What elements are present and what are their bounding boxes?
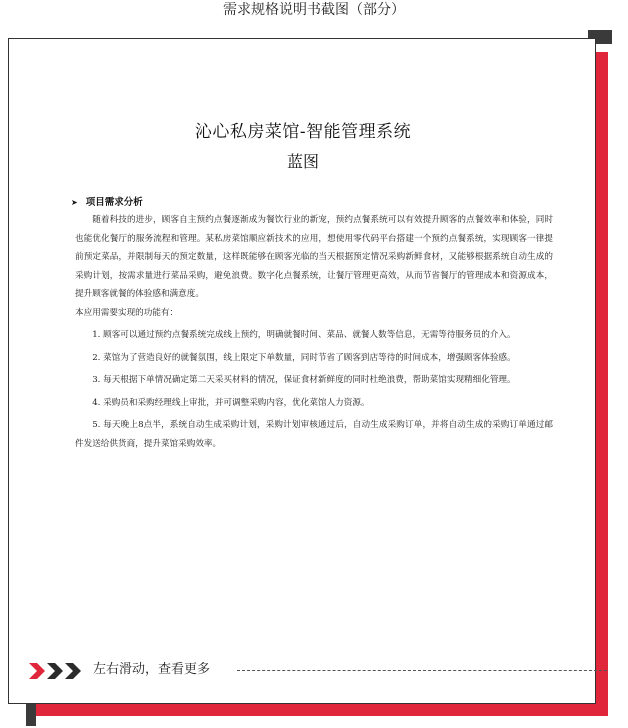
document-title: 沁心私房菜馆-智能管理系统 <box>194 122 412 142</box>
chevrons-right-icon <box>29 663 83 679</box>
swipe-hint <box>23 659 597 683</box>
functions-intro: 本应用需要实现的功能有： <box>75 307 179 318</box>
function-item: 2. 菜馆为了营造良好的就餐氛围，线上限定下单数量，同时节省了顾客到店等待的时间成本，增强顾客体验感。 <box>92 352 516 363</box>
document-body <box>75 211 553 453</box>
arrow-bullet-icon: ➤ <box>71 198 78 207</box>
swipe-hint-text: 左右滑动，查看更多 <box>93 662 211 677</box>
image-caption: 需求规格说明书截图（部分） <box>223 2 405 18</box>
function-item: 1. 顾客可以通过预约点餐系统完成线上预约，明确就餐时间、菜品、就餐人数等信息，无需等待服务员的介入。 <box>92 330 516 340</box>
section-heading <box>71 194 143 208</box>
function-item: 5. 每天晚上8点半，系统自动生成采购计划，采购计划审核通过后，自动生成采购订单，并将自动生成的采购订单通过邮件发送给供货商，提升菜馆采购效率。 <box>75 420 553 449</box>
section-heading-text: 项目需求分析 <box>85 197 143 208</box>
dashed-divider <box>237 670 607 671</box>
function-item: 4. 采购员和采购经理线上审批，并可调整采购内容，优化菜馆人力资源。 <box>92 397 370 408</box>
function-item: 3. 每天根据下单情况确定第二天采买材料的情况，保证食材新鲜度的同时杜绝浪费，帮助菜馆实现精细化管理。 <box>92 375 516 385</box>
decorative-corner-tab-bottom <box>26 704 36 726</box>
chevron-1 <box>29 663 45 679</box>
intro-paragraph: 随着科技的进步，顾客自主预约点餐逐渐成为餐饮行业的新宠，预约点餐系统可以有效提升顾客的点餐效率和体验，同时也能优化餐厅的服务流程和管理。某私房菜馆顺应新技术的应用，想使用零代码平台搭建一个预约点餐系统，实现顾客一律提前预定菜品，并限制每天的预定数量，这样既能够在顾客光临的当天根据预定情况采购新鲜食材，又能够根据系统自动生成的采购计划，按需求量进行菜品采购，避免浪费。数字化点餐系统，让餐厅管理更高效，从而节省餐厅的管理成本和资源成本，提升顾客就餐的体验感和满意度。 <box>75 215 553 299</box>
chevron-3 <box>65 663 81 679</box>
document-subtitle: 蓝图 <box>286 152 319 171</box>
document-sheet <box>8 38 596 704</box>
chevron-2 <box>47 663 63 679</box>
